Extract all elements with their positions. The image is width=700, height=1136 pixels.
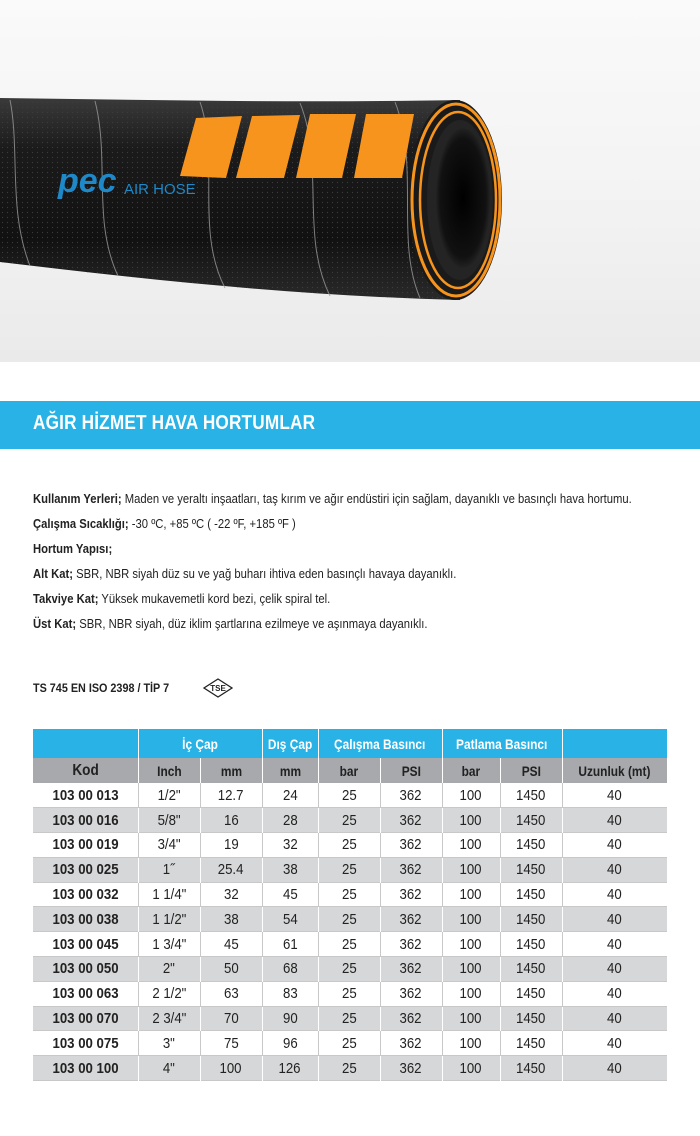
inner-layer-label: Alt Kat; bbox=[33, 567, 74, 581]
table-cell: 4" bbox=[138, 1056, 200, 1081]
table-row bbox=[33, 833, 667, 858]
table-cell: 25 bbox=[318, 882, 380, 907]
table-cell: 362 bbox=[380, 1006, 442, 1031]
table-cell: 100 bbox=[200, 1056, 262, 1081]
table-cell: 25 bbox=[318, 808, 380, 833]
table-cell: 40 bbox=[562, 808, 667, 833]
table-cell: 126 bbox=[262, 1056, 318, 1081]
page-title: AĞIR HİZMET HAVA HORTUMLAR bbox=[33, 412, 316, 434]
table-cell: 75 bbox=[200, 1031, 262, 1056]
table-cell: 40 bbox=[562, 1056, 667, 1081]
table-cell: 40 bbox=[562, 957, 667, 982]
table-row bbox=[33, 783, 667, 808]
table-cell: 54 bbox=[262, 907, 318, 932]
table-group-header bbox=[33, 729, 667, 758]
group-header-inner-diameter: İç Çap bbox=[138, 729, 262, 758]
table-cell: 100 bbox=[442, 907, 500, 932]
group-header-empty-end bbox=[562, 729, 667, 758]
table-cell: 100 bbox=[442, 1056, 500, 1081]
usage-text: Maden ve yeraltı inşaatları, taş kırım ve ağır endüstiri için sağlam, dayanıklı ve basınçlı hava hortumu. bbox=[121, 492, 632, 506]
column-header: PSI bbox=[380, 758, 442, 783]
table-row bbox=[33, 957, 667, 982]
usage-paragraph bbox=[33, 489, 673, 509]
table-cell: 38 bbox=[200, 907, 262, 932]
table-cell: 1450 bbox=[500, 857, 562, 882]
product-description bbox=[33, 489, 673, 639]
table-cell: 1/2" bbox=[138, 783, 200, 808]
table-cell: 25 bbox=[318, 783, 380, 808]
tse-logo-icon bbox=[203, 678, 233, 698]
table-cell: 100 bbox=[442, 1031, 500, 1056]
table-cell: 70 bbox=[200, 1006, 262, 1031]
product-code-cell: 103 00 016 bbox=[33, 808, 138, 833]
structure-label: Hortum Yapısı; bbox=[33, 542, 113, 556]
temperature-label: Çalışma Sıcaklığı; bbox=[33, 517, 129, 531]
column-header: Uzunluk (mt) bbox=[562, 758, 667, 783]
product-code-cell: 103 00 013 bbox=[33, 783, 138, 808]
table-cell: 100 bbox=[442, 932, 500, 957]
title-banner bbox=[0, 401, 700, 449]
table-cell: 100 bbox=[442, 833, 500, 858]
column-header: mm bbox=[262, 758, 318, 783]
product-code-cell: 103 00 038 bbox=[33, 907, 138, 932]
product-code-cell: 103 00 025 bbox=[33, 857, 138, 882]
inner-layer-text: SBR, NBR siyah düz su ve yağ buharı ihtiva eden basınçlı havaya dayanıklı. bbox=[73, 567, 457, 581]
table-cell: 45 bbox=[262, 882, 318, 907]
table-cell: 38 bbox=[262, 857, 318, 882]
table-cell: 1450 bbox=[500, 833, 562, 858]
product-code-cell: 103 00 050 bbox=[33, 957, 138, 982]
table-cell: 40 bbox=[562, 981, 667, 1006]
table-body bbox=[33, 783, 667, 1081]
table-cell: 40 bbox=[562, 857, 667, 882]
table-cell: 90 bbox=[262, 1006, 318, 1031]
table-cell: 362 bbox=[380, 907, 442, 932]
table-cell: 40 bbox=[562, 833, 667, 858]
table-cell: 1450 bbox=[500, 932, 562, 957]
table-cell: 28 bbox=[262, 808, 318, 833]
table-row bbox=[33, 981, 667, 1006]
table-cell: 40 bbox=[562, 932, 667, 957]
table-row bbox=[33, 857, 667, 882]
column-header: bar bbox=[442, 758, 500, 783]
outer-layer-paragraph bbox=[33, 614, 673, 634]
table-cell: 32 bbox=[262, 833, 318, 858]
table-cell: 25 bbox=[318, 957, 380, 982]
table-cell: 100 bbox=[442, 1006, 500, 1031]
table-cell: 16 bbox=[200, 808, 262, 833]
table-cell: 25 bbox=[318, 1056, 380, 1081]
table-row bbox=[33, 1006, 667, 1031]
table-cell: 19 bbox=[200, 833, 262, 858]
table-cell: 1450 bbox=[500, 808, 562, 833]
table-cell: 362 bbox=[380, 1031, 442, 1056]
table-row bbox=[33, 808, 667, 833]
product-code-cell: 103 00 045 bbox=[33, 932, 138, 957]
reinforcement-paragraph bbox=[33, 589, 673, 609]
table-row bbox=[33, 882, 667, 907]
table-cell: 100 bbox=[442, 957, 500, 982]
table-cell: 40 bbox=[562, 1006, 667, 1031]
table-cell: 25 bbox=[318, 833, 380, 858]
table-cell: 25 bbox=[318, 907, 380, 932]
table-cell: 25 bbox=[318, 1031, 380, 1056]
table-cell: 1 3/4" bbox=[138, 932, 200, 957]
product-code-cell: 103 00 070 bbox=[33, 1006, 138, 1031]
table-row bbox=[33, 907, 667, 932]
table-cell: 362 bbox=[380, 857, 442, 882]
table-cell: 2" bbox=[138, 957, 200, 982]
group-header-outer-diameter: Dış Çap bbox=[262, 729, 318, 758]
table-cell: 40 bbox=[562, 783, 667, 808]
air-hose-illustration bbox=[0, 0, 700, 362]
column-header: Inch bbox=[138, 758, 200, 783]
specification-table bbox=[33, 729, 667, 1081]
table-cell: 2 3/4" bbox=[138, 1006, 200, 1031]
table-cell: 100 bbox=[442, 981, 500, 1006]
table-cell: 1450 bbox=[500, 783, 562, 808]
column-header: mm bbox=[200, 758, 262, 783]
temperature-text: -30 ºC, +85 ºC ( -22 ºF, +185 ºF ) bbox=[128, 517, 296, 531]
table-cell: 1450 bbox=[500, 1056, 562, 1081]
inner-layer-paragraph bbox=[33, 564, 673, 584]
table-cell: 362 bbox=[380, 981, 442, 1006]
product-code-cell: 103 00 032 bbox=[33, 882, 138, 907]
table-cell: 32 bbox=[200, 882, 262, 907]
table-cell: 25 bbox=[318, 932, 380, 957]
table-cell: 12.7 bbox=[200, 783, 262, 808]
reinforcement-label: Takviye Kat; bbox=[33, 592, 99, 606]
column-header: PSI bbox=[500, 758, 562, 783]
table-cell: 5/8" bbox=[138, 808, 200, 833]
temperature-paragraph bbox=[33, 514, 673, 534]
product-label: AIR HOSE bbox=[124, 181, 196, 198]
table-cell: 1˝ bbox=[138, 857, 200, 882]
table-cell: 100 bbox=[442, 808, 500, 833]
table-cell: 24 bbox=[262, 783, 318, 808]
table-cell: 25 bbox=[318, 1006, 380, 1031]
table-cell: 362 bbox=[380, 1056, 442, 1081]
table-cell: 50 bbox=[200, 957, 262, 982]
group-header-working-pressure: Çalışma Basıncı bbox=[318, 729, 442, 758]
table-cell: 63 bbox=[200, 981, 262, 1006]
table-row bbox=[33, 932, 667, 957]
table-cell: 61 bbox=[262, 932, 318, 957]
table-cell: 1450 bbox=[500, 907, 562, 932]
table-cell: 45 bbox=[200, 932, 262, 957]
table-cell: 362 bbox=[380, 783, 442, 808]
table-cell: 100 bbox=[442, 783, 500, 808]
outer-layer-label: Üst Kat; bbox=[33, 617, 77, 631]
svg-text:TSE: TSE bbox=[210, 684, 226, 693]
table-cell: 1450 bbox=[500, 957, 562, 982]
column-header: Kod bbox=[33, 758, 138, 783]
table-cell: 100 bbox=[442, 857, 500, 882]
table-cell: 1450 bbox=[500, 882, 562, 907]
structure-paragraph bbox=[33, 539, 673, 559]
table-cell: 40 bbox=[562, 1031, 667, 1056]
outer-layer-text: SBR, NBR siyah, düz iklim şartlarına ezilmeye ve aşınmaya dayanıklı. bbox=[76, 617, 428, 631]
table-cell: 25.4 bbox=[200, 857, 262, 882]
table-cell: 1450 bbox=[500, 981, 562, 1006]
table-cell: 68 bbox=[262, 957, 318, 982]
table-cell: 100 bbox=[442, 882, 500, 907]
table-cell: 40 bbox=[562, 882, 667, 907]
table-cell: 3/4" bbox=[138, 833, 200, 858]
group-header-burst-pressure: Patlama Basıncı bbox=[442, 729, 562, 758]
brand-logo: pec bbox=[58, 162, 117, 200]
product-code-cell: 103 00 063 bbox=[33, 981, 138, 1006]
table-cell: 1 1/2" bbox=[138, 907, 200, 932]
table-cell: 362 bbox=[380, 833, 442, 858]
table-cell: 1450 bbox=[500, 1006, 562, 1031]
standard-reference: TS 745 EN ISO 2398 / TİP 7 bbox=[33, 681, 170, 695]
table-row bbox=[33, 1056, 667, 1081]
table-cell: 3" bbox=[138, 1031, 200, 1056]
table-cell: 362 bbox=[380, 808, 442, 833]
reinforcement-text: Yüksek mukavemetli kord bezi, çelik spiral tel. bbox=[98, 592, 331, 606]
product-code-cell: 103 00 075 bbox=[33, 1031, 138, 1056]
product-hero bbox=[0, 0, 700, 362]
column-header: bar bbox=[318, 758, 380, 783]
table-cell: 362 bbox=[380, 957, 442, 982]
table-cell: 25 bbox=[318, 981, 380, 1006]
group-header-empty bbox=[33, 729, 138, 758]
table-cell: 1450 bbox=[500, 1031, 562, 1056]
table-cell: 362 bbox=[380, 932, 442, 957]
product-code-cell: 103 00 019 bbox=[33, 833, 138, 858]
table-cell: 362 bbox=[380, 882, 442, 907]
product-code-cell: 103 00 100 bbox=[33, 1056, 138, 1081]
table-row bbox=[33, 1031, 667, 1056]
table-cell: 96 bbox=[262, 1031, 318, 1056]
table-cell: 2 1/2" bbox=[138, 981, 200, 1006]
table-cell: 1 1/4" bbox=[138, 882, 200, 907]
usage-label: Kullanım Yerleri; bbox=[33, 492, 122, 506]
table-column-header bbox=[33, 758, 667, 783]
table-cell: 25 bbox=[318, 857, 380, 882]
table-cell: 83 bbox=[262, 981, 318, 1006]
table-cell: 40 bbox=[562, 907, 667, 932]
